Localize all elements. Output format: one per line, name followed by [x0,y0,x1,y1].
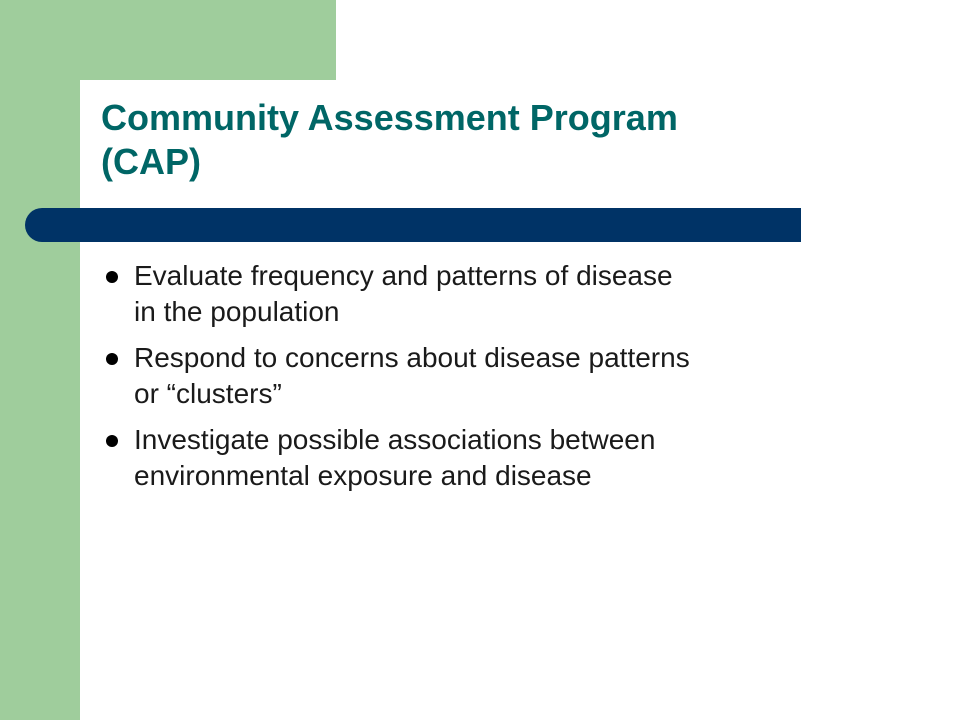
bullet-line-2: in the population [134,296,340,327]
slide-title-line-2: (CAP) [101,141,201,182]
bullet-list [101,258,861,504]
bullet-dot-icon [106,271,118,283]
slide-title [101,96,861,184]
bullet-item [101,340,861,412]
bullet-line-1: Investigate possible associations between [134,424,656,455]
bullet-dot-icon [106,435,118,447]
title-underline-bar [25,208,801,242]
green-sidebar-band [0,0,80,720]
bullet-dot-icon [106,353,118,365]
bullet-item [101,258,861,330]
green-top-band [0,0,336,80]
bullet-item [101,422,861,494]
bullet-line-2: environmental exposure and disease [134,460,592,491]
bullet-line-1: Respond to concerns about disease patterns [134,342,690,373]
bullet-line-2: or “clusters” [134,378,282,409]
slide-title-line-1: Community Assessment Program [101,97,678,138]
bullet-line-1: Evaluate frequency and patterns of disease [134,260,673,291]
